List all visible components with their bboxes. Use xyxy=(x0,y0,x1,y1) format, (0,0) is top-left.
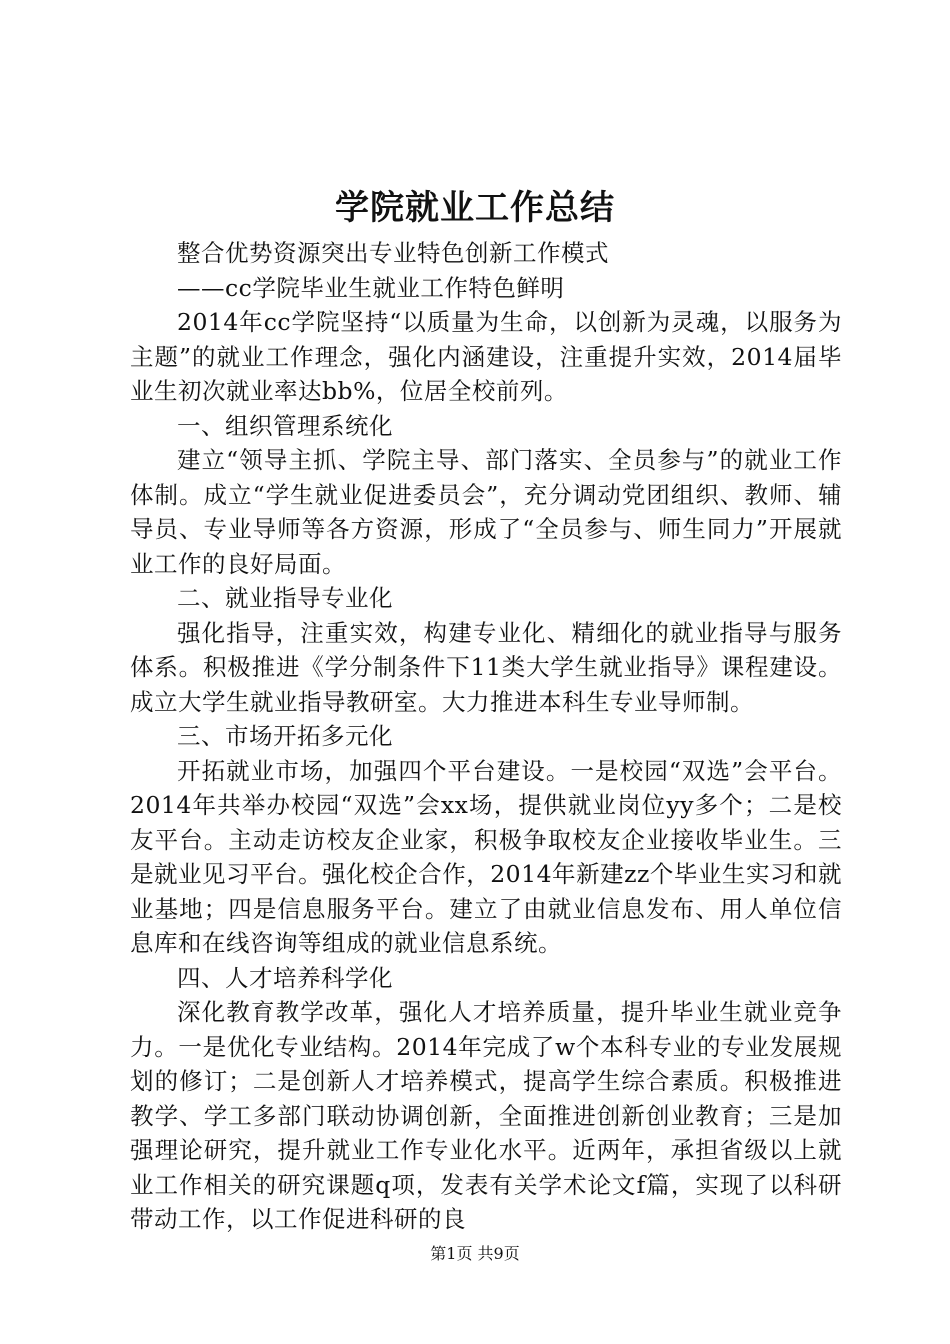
subtitle-line-1: 整合优势资源突出专业特色创新工作模式 xyxy=(177,239,609,267)
section-heading-1: 一、组织管理系统化 xyxy=(177,411,393,440)
section-heading-2: 二、就业指导专业化 xyxy=(177,584,393,612)
section-paragraph-2: 强化指导，注重实效，构建专业化、精细化的就业指导与服务体系。积极推进《学分制条件下11类大学生就业指导》课程建设。成立大学生就业指导教研室。大力推进本科生专业导师制。 xyxy=(130,618,842,716)
section-paragraph-4: 深化教育教学改革，强化人才培养质量，提升毕业生就业竞争力。一是优化专业结构。2014年完成了w个本科专业的专业发展规划的修订；二是创新人才培养模式，提高学生综合素质。积极推进教学、学工多部门联动协调创新，全面推进创新创业教育；三是加强理论研究，提升就业工作专业化水平。近两年，承担省级以上就业工作相关的研究课题q项，发表有关学术论文f篇，实现了以科研带动工作，以工作促进科研的良 xyxy=(130,998,842,1233)
document-body xyxy=(130,236,842,1237)
document-title: 学院就业工作总结 xyxy=(335,188,615,228)
section-heading-4: 四、人才培养科学化 xyxy=(177,963,393,992)
page-number-footer: 第1页 共9页 xyxy=(430,1244,520,1263)
section-paragraph-3: 开拓就业市场，加强四个平台建设。一是校园“双选”会平台。2014年共举办校园“双选”会xx场，提供就业岗位yy多个；二是校友平台。主动走访校友企业家，积极争取校友企业接收毕业生。三是就业见习平台。强化校企合作，2014年新建zz个毕业生实习和就业基地；四是信息服务平台。建立了由就业信息发布、用人单位信息库和在线咨询等组成的就业信息系统。 xyxy=(130,756,842,957)
subtitle-line-2: ——cc学院毕业生就业工作特色鲜明 xyxy=(177,273,565,302)
section-paragraph-1: 建立“领导主抓、学院主导、部门落实、全员参与”的就业工作体制。成立“学生就业促进委员会”，充分调动党团组织、教师、辅导员、专业导师等各方资源，形成了“全员参与、师生同力”开展就业工作的良好局面。 xyxy=(130,446,842,578)
intro-paragraph: 2014年cc学院坚持“以质量为生命，以创新为灵魂，以服务为主题”的就业工作理念，强化内涵建设，注重提升实效，2014届毕业生初次就业率达bb%，位居全校前列。 xyxy=(130,308,842,405)
section-heading-3: 三、市场开拓多元化 xyxy=(177,722,393,750)
